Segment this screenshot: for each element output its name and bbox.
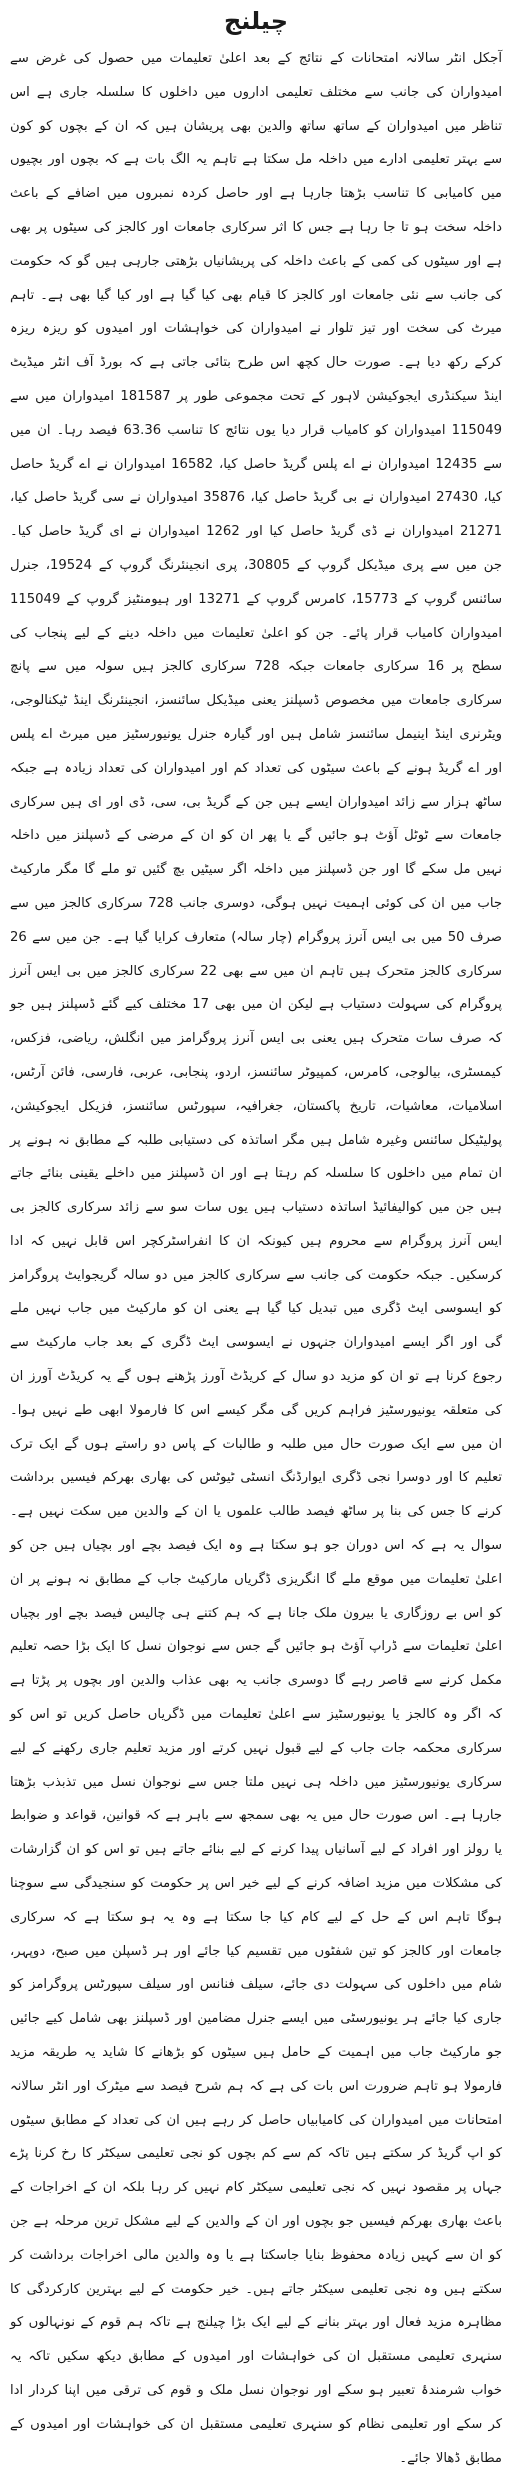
article-body: آجکل انٹر سالانہ امتحانات کے نتائج کے بعد اعلیٰ تعلیمات میں حصول کی غرض سے امیدواران کی جانب سے مختلف تعلیمی اداروں میں داخلوں کا سلسلہ جاری ہے اس تناظر میں امیدواران کے ساتھ ساتھ والدین بھی پریشان ہیں کہ ان کے بچوں کو کون سے بہتر تعلیمی ادارے میں داخلہ مل سکتا ہے تاہم یہ الگ بات ہے کہ بچوں اور بچیوں میں کامیابی کا تناسب بڑھتا جارہا ہے اور حاصل کردہ نمبروں میں اضافے کے باعث داخلہ سخت ہو تا جا رہا ہے جس کا اثر سرکاری جامعات اور کالجز کی سیٹوں پر بھی ہے اور سیٹوں کی کمی کے باعث داخلہ کی پریشانیاں بڑھتی جارہی ہیں گو کہ حکومت کی جانب سے نئی جامعات اور کالجز کا قیام بھی کیا گیا ہے اور کیا گیا بھی ہے۔ تاہم میرٹ کی سخت اور تیز تلوار نے امیدواران کی خواہشات اور امیدوں کو ریزہ ریزہ کرکے رکھ دیا ہے۔ صورت حال کچھ اس طرح بتائی جاتی ہے کہ بورڈ آف انٹر میڈیٹ اینڈ سیکنڈری ایجوکیشن لاہور کے تحت مجموعی طور پر 181587 امیدواران میں سے 115049 امیدواران کو کامیاب قرار دیا یوں نتائج کا تناسب 63.36 فیصد رہا۔ ان میں سے 12435 امیدواران نے اے پلس گریڈ حاصل کیا، 16582 امیدواران نے اے گریڈ حاصل کیا، 27430 امیدواران نے بی گریڈ حاصل کیا، 35876 امیدواران نے سی گریڈ حاصل کیا، 21271 امیدواران نے ڈی گریڈ حاصل کیا اور 1262 امیدواران نے ای گریڈ حاصل کیا۔ جن میں سے پری میڈیکل گروپ کے 30805، پری انجینئرنگ گروپ کے 19524، جنرل سائنس گروپ کے 15773، کامرس گروپ کے 13271 اور ہیومنٹیز گروپ کے 115049 امیدواران کامیاب قرار پائے۔ جن کو اعلیٰ تعلیمات میں داخلہ دینے کے لیے پنجاب کی سطح پر 16 سرکاری جامعات جبکہ 728 سرکاری کالجز ہیں سولہ میں سے پانچ سرکاری جامعات میں مخصوص ڈسپلنز یعنی میڈیکل سائنسز، انجینئرنگ اینڈ ٹیکنالوجی، ویٹرنری اینڈ اینیمل سائنسز شامل ہیں اور گیارہ جنرل یونیورسٹیز میں میرٹ اے پلس اور اے گریڈ ہونے کے باعث سیٹوں کی تعداد کم اور امیدواران کی تعداد زیادہ ہے جبکہ ساٹھ ہزار سے زائد امیدواران ایسے ہیں جن کے گریڈ بی، سی، ڈی اور ای ہیں سرکاری جامعات سے ٹوٹل آؤٹ ہو جائیں گے یا پھر ان کو ان کے مرضی کے ڈسپلنز میں داخلہ نہیں مل سکے گا اور جن ڈسپلنز میں داخلہ اگر سیٹیں بچ گئیں تو ملے گا مگر مارکیٹ جاب میں ان کی کوئی اہمیت نہیں ہوگی، دوسری جانب 728 سرکاری کالجز میں سے صرف 50 میں بی ایس آنرز پروگرام (چار سالہ) متعارف کرایا گیا ہے۔ جن میں سے 26 سرکاری کالجز متحرک ہیں تاہم ان میں سے بھی 22 سرکاری کالجز میں بی ایس آنرز پروگرام کی سہولت دستیاب ہے لیکن ان میں بھی 17 مختلف کیے گئے ڈسپلنز ہیں جو کہ صرف سات متحرک ہیں یعنی بی ایس آنرز پروگرامز میں انگلش، ریاضی، فزکس، کیمسٹری، بیالوجی، کامرس، کمپیوٹر سائنسز، اردو، پنجابی، عربی، فارسی، فائن آرٹس، اسلامیات، معاشیات، تاریخ پاکستان، جغرافیہ، سپورٹس سائنسز، فزیکل ایجوکیشن، پولیٹیکل سائنس وغیرہ شامل ہیں مگر اساتذہ کی دستیابی طلبہ کے مطابق نہ ہونے پر ان تمام میں داخلوں کا سلسلہ کم رہتا ہے اور ان ڈسپلنز میں داخلے یقینی بنائے جاتے ہیں جن میں کوالیفائیڈ اساتذہ دستیاب ہیں یوں سات سو سے زائد سرکاری کالجز بی ایس آنرز پروگرام سے محروم ہیں کیونکہ ان کا انفراسٹرکچر اس قابل نہیں کہ ادا کرسکیں۔ جبکہ حکومت کی جانب سے سرکاری کالجز میں دو سالہ گریجوایٹ پروگرامز کو ایسوسی ایٹ ڈگری میں تبدیل کیا گیا ہے یعنی ان کو مارکیٹ میں جاب نہیں ملے گی اور اگر ایسے امیدواران جنہوں نے ایسوسی ایٹ ڈگری کے بعد جاب مارکیٹ سے رجوع کرنا ہے تو ان کو مزید دو سال کے کریڈٹ آورز پڑھنے ہوں گے یہ کریڈٹ آورز ان کی متعلقہ یونیورسٹیز فراہم کریں گی مگر کیسے اس کا فارمولا ابھی طے نہیں ہوا۔ ان میں سے ایک صورت حال میں طلبہ و طالبات کے پاس دو راستے ہوں گے ایک ترک تعلیم کا اور دوسرا نجی ڈگری ایوارڈنگ انسٹی ٹیوٹس کی بھاری بھرکم فیسیں برداشت کرنے کا جس کی بنا پر ساٹھ فیصد طالب علموں یا ان کے والدین میں سکت نہیں ہے۔ سوال یہ ہے کہ اس دوران جو ہو سکتا ہے وہ ایک فیصد بچے اور بچیاں ہیں جن کو اعلیٰ تعلیمات میں موقع ملے گا انگریزی ڈگریاں مارکیٹ جاب کے مطابق نہ ہونے پر ان کو اس بے روزگاری یا بیرون ملک جانا ہے کہ ہم کتنے ہی چالیس فیصد بچے اور بچیاں اعلیٰ تعلیمات سے ڈراپ آؤٹ ہو جائیں گے جس سے نوجوان نسل کا ایک بڑا حصہ تعلیم مکمل کرنے سے قاصر رہے گا دوسری جانب یہ بھی عذاب والدین اور بچوں پر پڑتا ہے کہ اگر وہ کالجز یا یونیورسٹیز سے اعلیٰ تعلیمات میں ڈگریاں حاصل کریں تو اس کو سرکاری محکمہ جات جاب کے لیے قبول نہیں کرتے اور مزید تعلیم جاری رکھنے کے لیے سرکاری یونیورسٹیز میں داخلہ ہی نہیں ملتا جس سے نوجوان نسل میں تذبذب بڑھتا جارہا ہے۔ اس صورت حال میں یہ بھی سمجھ سے باہر ہے کہ قوانین، قواعد و ضوابط یا رولز اور افراد کے لیے آسانیاں پیدا کرنے کے لیے بنائے جاتے ہیں تو اس کو ان گزارشات کی مشکلات میں مزید اضافہ کرنے کے لیے خیر اس پر حکومت کو سنجیدگی سے سوچنا ہوگا تاہم اس کے حل کے لیے کام کیا جا سکتا ہے وہ یہ ہو سکتا ہے کہ سرکاری جامعات اور کالجز کو تین شفٹوں میں تقسیم کیا جائے اور ہر ڈسپلن میں صبح، دوپہر، شام میں داخلوں کی سہولت دی جائے، سیلف فنانس اور سیلف سپورٹس پروگرامز کو جاری کیا جائے ہر یونیورسٹی میں ایسے جنرل مضامین اور ڈسپلنز بھی شامل کیے جائیں جو مارکیٹ جاب میں اہمیت کے حامل ہیں سیٹوں کو بڑھانے کا شاید یہ طریقہ مزید فارمولا ہو تاہم ضرورت اس بات کی ہے کہ ہم شرح فیصد سے میٹرک اور انٹر سالانہ امتحانات میں امیدواران کی کامیابیاں حاصل کر رہے ہیں ان کی تعداد کے مطابق سیٹوں کو اپ گریڈ کر سکتے ہیں تاکہ کم سے کم بچوں کو نجی تعلیمی سیکٹر کا رخ کرنا پڑے جہاں پر مقصود نہیں کہ نجی تعلیمی سیکٹر کام نہیں کر رہا بلکہ ان کے اخراجات کے باعث بھاری بھرکم فیسیں جو بچوں اور ان کے والدین کے لیے مشکل ترین مرحلہ ہے جن کو ان سے کہیں زیادہ محفوظ بنایا جاسکتا ہے یا وہ والدین مالی اخراجات برداشت کر سکتے ہیں وہ نجی تعلیمی سیکٹر جاتے ہیں۔ خیر حکومت کے لیے بہترین کارکردگی کا مظاہرہ مزید فعال اور بہتر بنانے کے لیے ایک بڑا چیلنج ہے تاکہ ہم قوم کے نونہالوں کو سنہری تعلیمی مستقبل ان کی خواہشات اور امیدوں کے مطابق دیکھ سکیں تاکہ یہ خواب شرمندۂ تعبیر ہو سکے اور نوجوان نسل ملک و قوم کی ترقی میں اپنا کردار ادا کر سکے اور تعلیمی نظام کو سنہری تعلیمی مستقبل ان کی خواہشات اور امیدوں کے مطابق ڈھالا جائے۔ (10, 51, 503, 2466)
article-headline: چیلنج (224, 7, 288, 35)
